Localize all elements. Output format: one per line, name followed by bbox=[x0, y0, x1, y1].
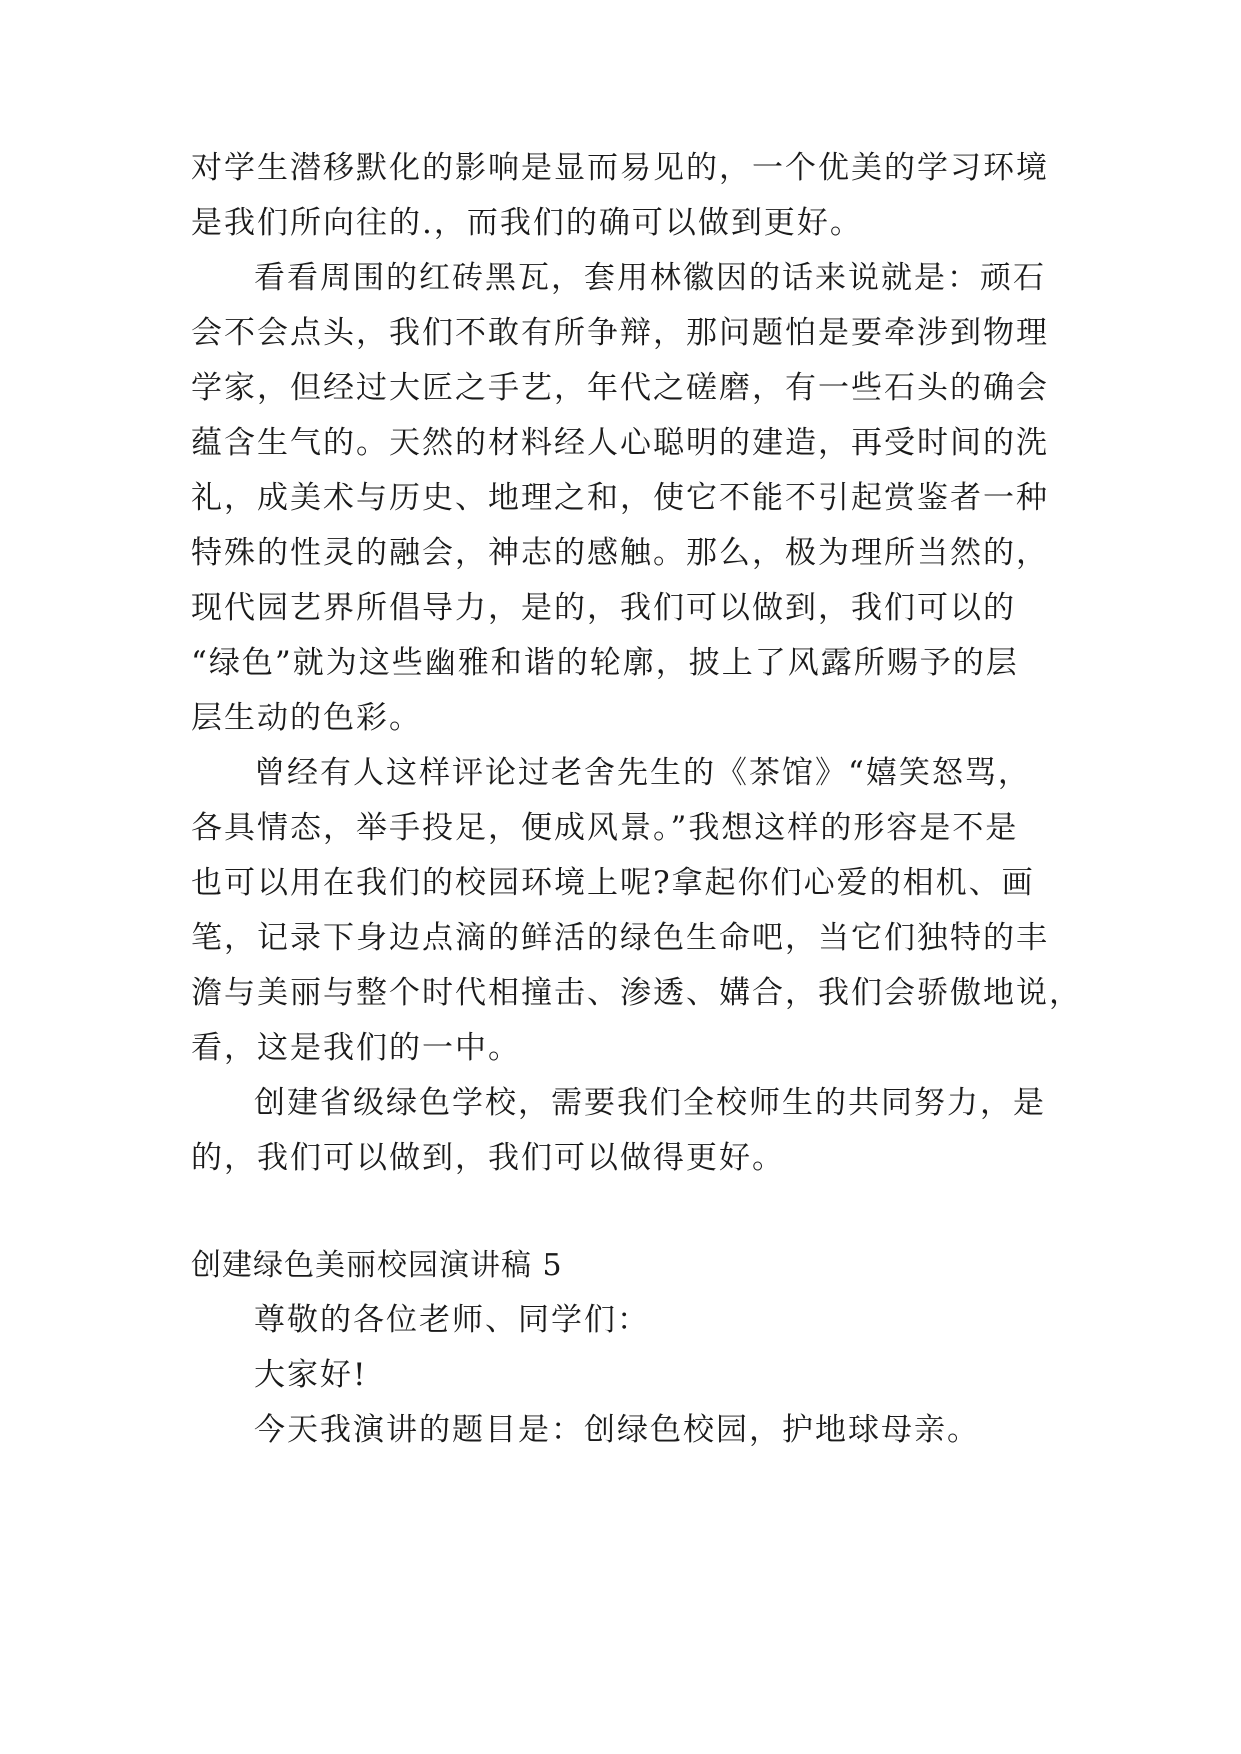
text-line: 是我们所向往的.，而我们的确可以做到更好。 bbox=[191, 205, 863, 241]
salutation-line: 尊敬的各位老师、同学们： bbox=[254, 1302, 650, 1338]
text-line: 看，这是我们的一中。 bbox=[191, 1030, 521, 1066]
text-line: 各具情态，举手投足，便成风景。”我想这样的形容是不是 bbox=[191, 810, 1019, 846]
paragraph-first-line: 创建省级绿色学校，需要我们全校师生的共同努力，是 bbox=[254, 1085, 1046, 1121]
text-line: 现代园艺界所倡导力，是的，我们可以做到，我们可以的 bbox=[191, 590, 1016, 626]
text-line: 学家，但经过大匠之手艺，年代之磋磨，有一些石头的确会 bbox=[191, 370, 1049, 406]
text-line: 也可以用在我们的校园环境上呢?拿起你们心爱的相机、画 bbox=[191, 865, 1035, 901]
greeting-line: 大家好! bbox=[254, 1357, 368, 1393]
text-line: 笔，记录下身边点滴的鲜活的绿色生命吧，当它们独特的丰 bbox=[191, 920, 1049, 956]
text-line: 特殊的性灵的融会，神志的感触。那么，极为理所当然的， bbox=[191, 535, 1049, 571]
text-line: 礼，成美术与历史、地理之和，使它不能不引起赏鉴者一种 bbox=[191, 480, 1049, 516]
text-line: 会不会点头，我们不敢有所争辩，那问题怕是要牵涉到物理 bbox=[191, 315, 1049, 351]
paragraph-first-line: 曾经有人这样评论过老舍先生的《茶馆》“嬉笑怒骂， bbox=[254, 755, 1031, 791]
text-line: 蕴含生气的。天然的材料经人心聪明的建造，再受时间的洗 bbox=[191, 425, 1049, 461]
text-line: “绿色”就为这些幽雅和谐的轮廓，披上了风露所赐予的层 bbox=[191, 645, 1019, 681]
text-line: 澹与美丽与整个时代相撞击、渗透、媾合，我们会骄傲地说， bbox=[191, 975, 1082, 1011]
text-line: 的，我们可以做到，我们可以做得更好。 bbox=[191, 1140, 785, 1176]
text-line: 层生动的色彩。 bbox=[191, 700, 422, 736]
section-title: 创建绿色美丽校园演讲稿 5 bbox=[191, 1248, 563, 1283]
topic-line: 今天我演讲的题目是：创绿色校园，护地球母亲。 bbox=[254, 1412, 980, 1448]
paragraph-first-line: 看看周围的红砖黑瓦，套用林徽因的话来说就是：顽石 bbox=[254, 260, 1046, 296]
text-line: 对学生潜移默化的影响是显而易见的，一个优美的学习环境 bbox=[191, 150, 1049, 186]
